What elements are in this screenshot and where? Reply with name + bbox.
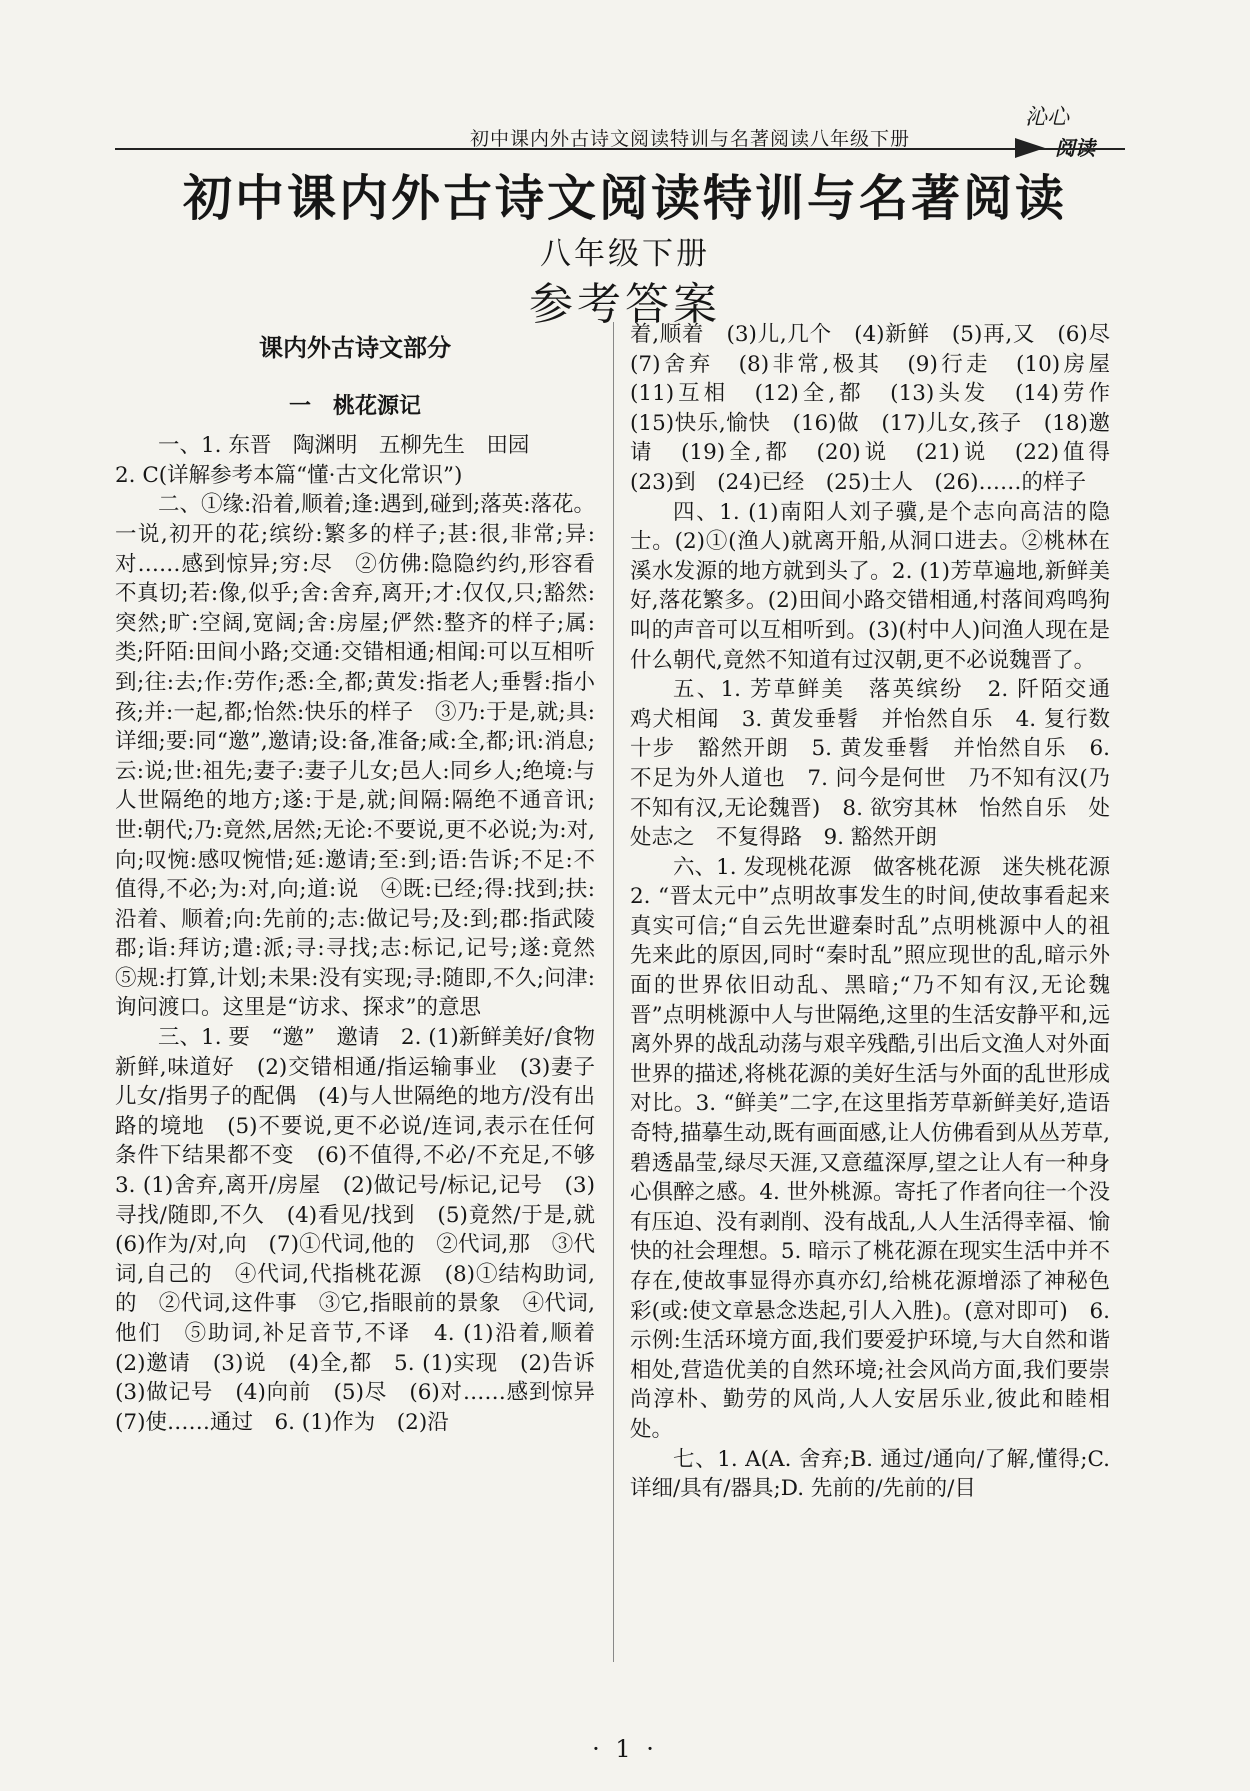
answer-paragraph: 一、1. 东晋 陶渊明 五柳先生 田园 (158, 433, 530, 459)
answer-paragraph: 2. C(详解参考本篇“懂·古文化常识”) (115, 462, 463, 488)
section-heading: 一 桃花源记 (288, 393, 421, 419)
running-header: 初中课内外古诗文阅读特训与名著阅读八年级下册 (470, 128, 911, 150)
answer-paragraph: 二、①缘:沿着,顺着;逢:遇到,碰到;落英:落花。一说,初开的花;缤纷:繁多的样子;甚:很,非常;异:对……感到惊异;穷:尽 ②仿佛:隐隐约约,形容看不真切;若:像,似乎;舍:舍弃,离开;才:仅仅,只;豁然:突然;旷:空阔,宽阔;舍:房屋;俨然:整齐的样子;属:类;阡陌:田间小路;交通:交错相通;相闻:可以互相听到;往:去;作:劳作;悉:全,都;黄发:指老人;垂髫:指小孩;并:一起,都;怡然:快乐的样子 ③乃:于是,就;具:详细;要:同“邀”,邀请;设:备,准备;咸:全,都;讯:消息;云:说;世:祖先;妻子:妻子儿女;邑人:同乡人;绝境:与人世隔绝的地方;遂:于是,就;间隔:隔绝不通音讯;世:朝代;乃:竟然,居然;无论:不要说,更不必说;为:对,向;叹惋:感叹惋惜;延:邀请;至:到;语:告诉;不足:不值得,不必;为:对,向;道:说 ④既:已经;得:找到;扶:沿着、顺着;向:先前的;志:做记号;及:到;郡:指武陵郡;诣:拜访;遣:派;寻:寻找;志:标记,记号;遂:竟然 ⑤规:打算,计划;未果:没有实现;寻:随即,不久;问津:询问渡口。这里是“访求、探求”的意思 (115, 492, 617, 1021)
page-number: · 1 · (592, 1735, 658, 1763)
part-heading: 课内外古诗文部分 (259, 334, 451, 362)
brand-logo (1015, 100, 1110, 160)
answer-paragraph: 三、1. 要 “邀” 邀请 2. (1)新鲜美好/食物新鲜,味道好 (2)交错相通/指运输事业 (3)妻子儿女/指男子的配偶 (4)与人世隔绝的地方/没有出路的境地 (5)不要说,更不必说/连词,表示在任何条件下结果都不变 (6)不值得,不必/不充足,不够 3. (1)舍弃,离开/房屋 (2)做记号/标记,记号 (3)寻找/随即,不久 (4)看见/找到 (5)竟然/于是,就 (6)作为/对,向 (7)①代词,他的 ②代词,那 ③代词,自己的 ④代词,代指桃花源 (8)①结构助词,的 ②代词,这件事 ③它,指眼前的景象 ④代词,他们 ⑤助词,补足音节,不译 4. (1)沿着,顺着 (2)邀请 (3)说 (4)全,都 5. (1)实现 (2)告诉 (3)做记号 (4)向前 (5)尽 (6)对……感到惊异 (7)使……通过 6. (1)作为 (2)沿 (115, 1025, 617, 1435)
brand-top: 沁心 (1025, 105, 1070, 130)
answer-paragraph: 着,顺着 (3)儿,几个 (4)新鲜 (5)再,又 (6)尽 (7)舍弃 (8)非常,极其 (9)行走 (10)房屋 (11)互相 (12)全,都 (13)头发 (14)劳作 (15)快乐,愉快 (16)做 (17)儿女,孩子 (18)邀请 (19)全,都 (20)说 (21)说 (22)值得 (23)到 (24)已经 (25)士人 (26)……的样子 (630, 322, 1132, 495)
main-title: 初中课内外古诗文阅读特训与名著阅读 (182, 169, 1067, 227)
answer-title: 参考答案 (529, 279, 721, 330)
right-column (630, 320, 1132, 1660)
answer-paragraph: 六、1. 发现桃花源 做客桃花源 迷失桃花源 2. “晋太元中”点明故事发生的时间,使故事看起来真实可信;“自云先世避秦时乱”点明桃源中人的祖先来此的原因,同时“秦时乱”照应现世的乱,暗示外面的世界依旧动乱、黑暗;“乃不知有汉,无论魏晋”点明桃源中人与世隔绝,这里的生活安静平和,远离外界的战乱动荡与艰辛残酷,引出后文渔人对外面世界的描述,将桃花源的美好生活与外面的乱世形成对比。3. “鲜美”二字,在这里指芳草新鲜美好,造语奇特,描摹生动,既有画面感,让人仿佛看到从丛芳草,碧透晶莹,绿尽天涯,又意蕴深厚,望之让人有一种身心俱醉之感。4. 世外桃源。寄托了作者向往一个没有压迫、没有剥削、没有战乱,人人生活得幸福、愉快的社会理想。5. 暗示了桃花源在现实生活中并不存在,使故事显得亦真亦幻,给桃花源增添了神秘色彩(或:使文章悬念迭起,引人入胜)。(意对即可) 6. 示例:生活环境方面,我们要爱护环境,与大自然和谐相处,营造优美的自然环境;社会风尚方面,我们要崇尚淳朴、勤劳的风尚,人人安居乐业,彼此和睦相处。 (630, 854, 1132, 1442)
column-divider (613, 322, 614, 1662)
left-column (115, 322, 617, 1662)
brand-bottom: 阅读 (1055, 136, 1095, 160)
answer-paragraph: 四、1. (1)南阳人刘子骥,是个志向高洁的隐士。(2)①(渔人)就离开船,从洞口进去。②桃林在溪水发源的地方就到头了。2. (1)芳草遍地,新鲜美好,落花繁多。(2)田间小路交错相通,村落间鸡鸣狗叫的声音可以互相听到。(3)(村中人)问渔人现在是什么朝代,竟然不知道有过汉朝,更不必说魏晋了。 (630, 499, 1110, 673)
sub-title: 八年级下册 (540, 236, 710, 272)
answer-paragraph: 七、1. A(A. 舍弃;B. 通过/通向/了解,懂得;C. 详细/具有/器具;D. 先前的/先前的/目 (630, 1446, 1110, 1502)
answer-paragraph: 五、1. 芳草鲜美 落英缤纷 2. 阡陌交通 鸡犬相闻 3. 黄发垂髫 并怡然自乐 4. 复行数十步 豁然开朗 5. 黄发垂髫 并怡然自乐 6. 不足为外人道也 7. 问今是何世 乃不知有汉(乃不知有汉,无论魏晋) 8. 欲穷其林 怡然自乐 处处志之 不复得路 9. 豁然开朗 (630, 677, 1132, 851)
header-rule (115, 148, 1125, 150)
